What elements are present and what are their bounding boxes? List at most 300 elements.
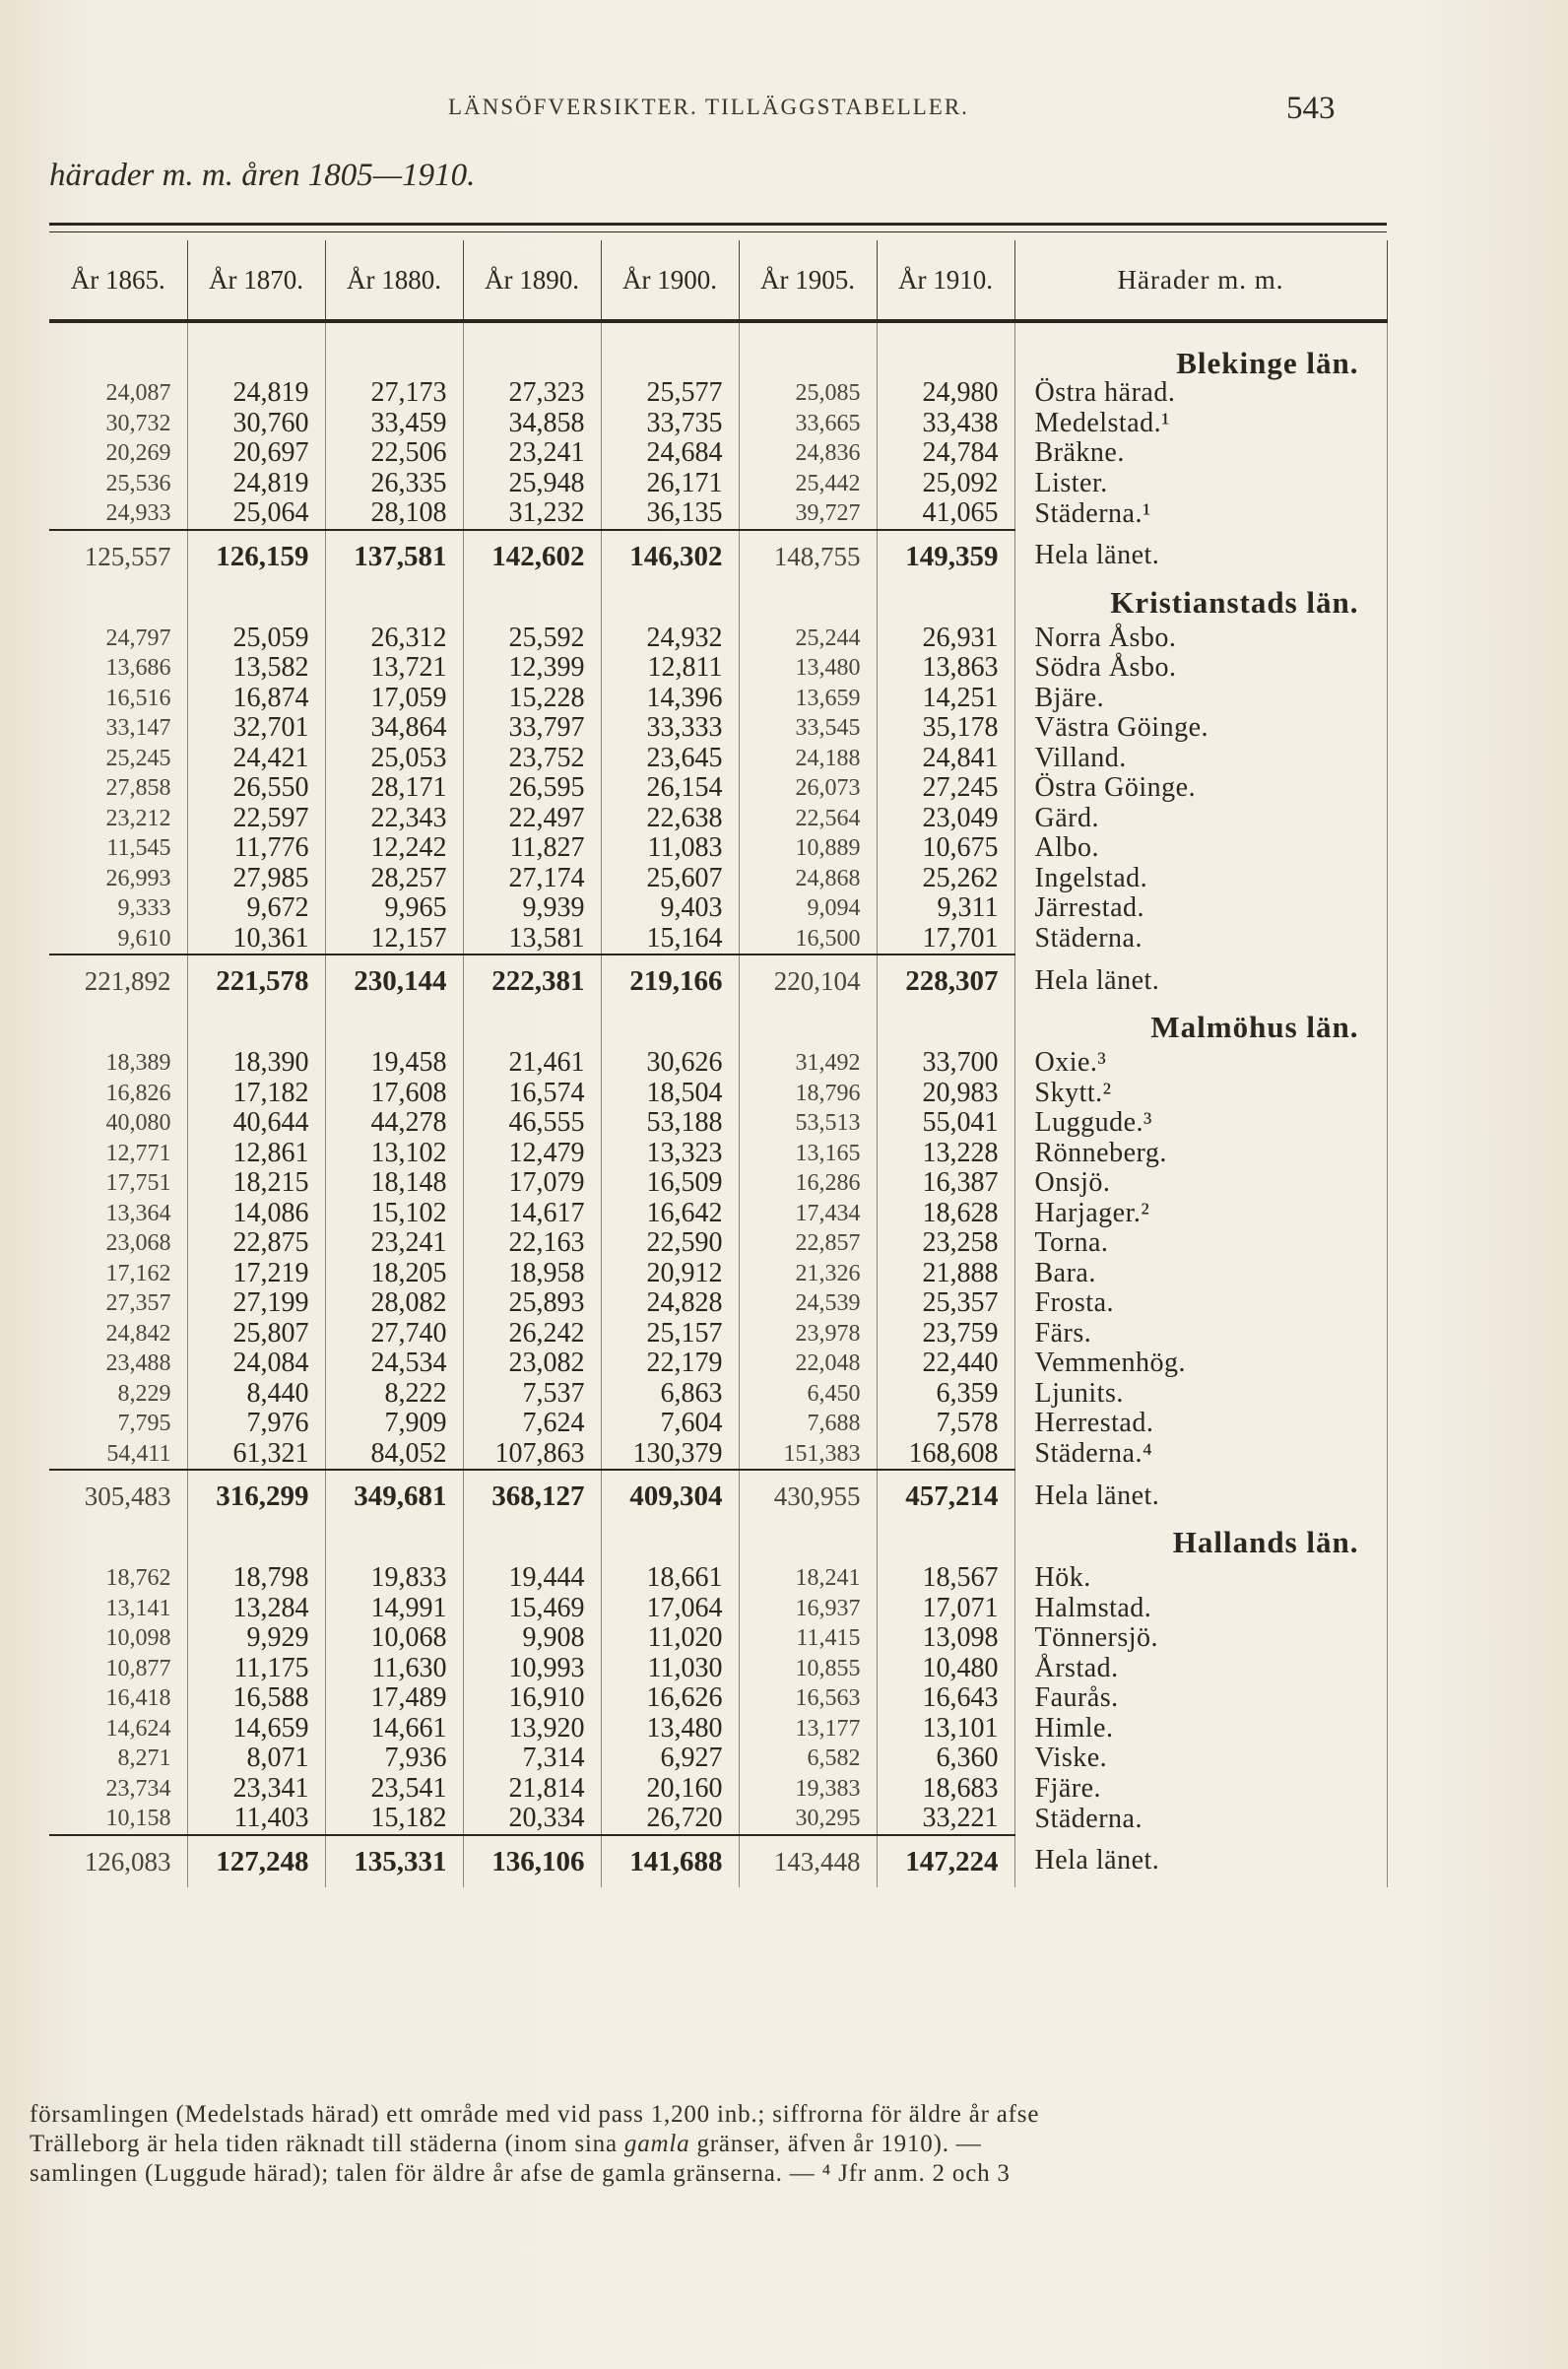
population-cell: 84,052 bbox=[325, 1439, 463, 1471]
total-cell: 220,104 bbox=[739, 954, 877, 1007]
population-cell: 39,727 bbox=[739, 498, 877, 530]
population-cell: 10,889 bbox=[739, 833, 877, 864]
table-row bbox=[49, 1199, 1387, 1229]
population-cell: 14,661 bbox=[325, 1714, 463, 1744]
population-cell: 6,863 bbox=[601, 1379, 739, 1410]
county-header-row bbox=[49, 582, 1387, 624]
empty-cell bbox=[877, 1007, 1014, 1048]
population-cell: 26,931 bbox=[877, 624, 1014, 654]
total-cell: 125,557 bbox=[49, 530, 187, 582]
population-cell: 20,269 bbox=[49, 438, 187, 469]
table-row bbox=[49, 498, 1387, 530]
population-cell: 13,721 bbox=[325, 653, 463, 684]
population-cell: 23,541 bbox=[325, 1774, 463, 1805]
table-row bbox=[49, 1108, 1387, 1139]
table-row bbox=[49, 624, 1387, 654]
population-cell: 18,798 bbox=[187, 1563, 325, 1594]
total-cell: 126,083 bbox=[49, 1835, 187, 1887]
table-row bbox=[49, 1288, 1387, 1319]
population-cell: 11,630 bbox=[325, 1654, 463, 1684]
population-cell: 6,360 bbox=[877, 1744, 1014, 1774]
district-name: Viske. bbox=[1014, 1744, 1387, 1774]
total-cell: 430,955 bbox=[739, 1470, 877, 1522]
population-cell: 24,539 bbox=[739, 1288, 877, 1319]
population-cell: 27,985 bbox=[187, 864, 325, 894]
population-cell: 25,059 bbox=[187, 624, 325, 654]
page-number: 543 bbox=[1286, 91, 1336, 126]
population-cell: 9,403 bbox=[601, 893, 739, 924]
empty-cell bbox=[325, 1007, 463, 1048]
district-name: Luggude.³ bbox=[1014, 1108, 1387, 1139]
population-cell: 21,461 bbox=[463, 1048, 601, 1079]
table-row bbox=[49, 1079, 1387, 1109]
total-cell: 349,681 bbox=[325, 1470, 463, 1522]
running-head-title: LÄNSÖFVERSIKTER. TILLÄGGSTABELLER. bbox=[448, 95, 969, 119]
district-name: Frosta. bbox=[1014, 1288, 1387, 1319]
total-cell: 149,359 bbox=[877, 530, 1014, 582]
population-cell: 17,701 bbox=[877, 924, 1014, 955]
population-cell: 6,582 bbox=[739, 1744, 877, 1774]
population-cell: 22,857 bbox=[739, 1228, 877, 1259]
population-cell: 13,686 bbox=[49, 653, 187, 684]
population-cell: 17,079 bbox=[463, 1168, 601, 1199]
empty-cell bbox=[601, 582, 739, 624]
population-cell: 22,506 bbox=[325, 438, 463, 469]
footnote-line-3: samlingen (Luggude härad); talen för äldre år afse de gamla gränserna. — ⁴ Jfr anm. 2 och 3 bbox=[30, 2160, 1011, 2187]
population-cell: 9,311 bbox=[877, 893, 1014, 924]
population-cell: 30,732 bbox=[49, 409, 187, 439]
population-cell: 41,065 bbox=[877, 498, 1014, 530]
table-row bbox=[49, 1139, 1387, 1169]
population-cell: 11,175 bbox=[187, 1654, 325, 1684]
total-label: Hela länet. bbox=[1014, 530, 1387, 582]
population-cell: 13,165 bbox=[739, 1139, 877, 1169]
total-cell: 127,248 bbox=[187, 1835, 325, 1887]
population-cell: 11,827 bbox=[463, 833, 601, 864]
population-cell: 27,174 bbox=[463, 864, 601, 894]
population-cell: 24,684 bbox=[601, 438, 739, 469]
population-cell: 7,688 bbox=[739, 1409, 877, 1439]
population-cell: 21,888 bbox=[877, 1259, 1014, 1289]
population-cell: 7,624 bbox=[463, 1409, 601, 1439]
population-cell: 27,323 bbox=[463, 378, 601, 409]
population-cell: 16,500 bbox=[739, 924, 877, 955]
population-cell: 25,577 bbox=[601, 378, 739, 409]
county-header-row bbox=[49, 1007, 1387, 1048]
population-cell: 30,760 bbox=[187, 409, 325, 439]
population-cell: 40,644 bbox=[187, 1108, 325, 1139]
population-cell: 17,434 bbox=[739, 1199, 877, 1229]
population-cell: 24,188 bbox=[739, 744, 877, 774]
population-cell: 19,833 bbox=[325, 1563, 463, 1594]
total-label: Hela länet. bbox=[1014, 1470, 1387, 1522]
district-name: Lister. bbox=[1014, 469, 1387, 499]
population-cell: 13,659 bbox=[739, 684, 877, 714]
population-cell: 16,626 bbox=[601, 1683, 739, 1714]
district-name: Harjager.² bbox=[1014, 1199, 1387, 1229]
total-cell: 409,304 bbox=[601, 1470, 739, 1522]
population-cell: 18,205 bbox=[325, 1259, 463, 1289]
population-cell: 13,364 bbox=[49, 1199, 187, 1229]
population-cell: 7,537 bbox=[463, 1379, 601, 1410]
population-cell: 13,101 bbox=[877, 1714, 1014, 1744]
population-cell: 22,497 bbox=[463, 804, 601, 834]
population-cell: 20,697 bbox=[187, 438, 325, 469]
population-cell: 130,379 bbox=[601, 1439, 739, 1471]
population-cell: 33,221 bbox=[877, 1804, 1014, 1835]
empty-cell bbox=[463, 1007, 601, 1048]
empty-cell bbox=[49, 1007, 187, 1048]
population-cell: 17,064 bbox=[601, 1594, 739, 1624]
population-cell: 24,534 bbox=[325, 1349, 463, 1379]
population-cell: 24,784 bbox=[877, 438, 1014, 469]
district-name: Färs. bbox=[1014, 1319, 1387, 1349]
total-label: Hela länet. bbox=[1014, 1835, 1387, 1887]
population-cell: 168,608 bbox=[877, 1439, 1014, 1471]
population-cell: 11,415 bbox=[739, 1623, 877, 1654]
table-row bbox=[49, 1654, 1387, 1684]
district-name: Herrestad. bbox=[1014, 1409, 1387, 1439]
population-cell: 25,053 bbox=[325, 744, 463, 774]
population-cell: 24,932 bbox=[601, 624, 739, 654]
district-name: Skytt.² bbox=[1014, 1079, 1387, 1109]
district-name: Järrestad. bbox=[1014, 893, 1387, 924]
population-cell: 8,071 bbox=[187, 1744, 325, 1774]
population-cell: 18,390 bbox=[187, 1048, 325, 1079]
population-cell: 22,343 bbox=[325, 804, 463, 834]
population-cell: 18,241 bbox=[739, 1563, 877, 1594]
column-header-year: År 1870. bbox=[187, 240, 325, 321]
population-cell: 23,978 bbox=[739, 1319, 877, 1349]
population-cell: 20,160 bbox=[601, 1774, 739, 1805]
population-cell: 9,610 bbox=[49, 924, 187, 955]
table-row bbox=[49, 1744, 1387, 1774]
district-name: Vemmenhög. bbox=[1014, 1349, 1387, 1379]
district-name: Gärd. bbox=[1014, 804, 1387, 834]
population-cell: 19,444 bbox=[463, 1563, 601, 1594]
population-table bbox=[49, 240, 1388, 1887]
population-cell: 21,326 bbox=[739, 1259, 877, 1289]
population-cell: 25,442 bbox=[739, 469, 877, 499]
table-row bbox=[49, 1048, 1387, 1079]
population-cell: 25,085 bbox=[739, 378, 877, 409]
district-name: Städerna.⁴ bbox=[1014, 1439, 1387, 1471]
population-cell: 6,927 bbox=[601, 1744, 739, 1774]
table-row bbox=[49, 1683, 1387, 1714]
total-cell: 222,381 bbox=[463, 954, 601, 1007]
empty-cell bbox=[187, 582, 325, 624]
population-cell: 40,080 bbox=[49, 1108, 187, 1139]
population-cell: 16,642 bbox=[601, 1199, 739, 1229]
population-cell: 34,864 bbox=[325, 713, 463, 744]
population-cell: 12,771 bbox=[49, 1139, 187, 1169]
empty-cell bbox=[325, 1522, 463, 1563]
population-cell: 23,734 bbox=[49, 1774, 187, 1805]
population-cell: 107,863 bbox=[463, 1439, 601, 1471]
population-cell: 10,877 bbox=[49, 1654, 187, 1684]
county-name: Kristianstads län. bbox=[1014, 582, 1387, 624]
total-cell: 221,578 bbox=[187, 954, 325, 1007]
district-name: Bjäre. bbox=[1014, 684, 1387, 714]
population-cell: 16,563 bbox=[739, 1683, 877, 1714]
population-cell: 33,797 bbox=[463, 713, 601, 744]
population-cell: 23,341 bbox=[187, 1774, 325, 1805]
population-cell: 30,295 bbox=[739, 1804, 877, 1835]
population-cell: 14,624 bbox=[49, 1714, 187, 1744]
population-cell: 19,383 bbox=[739, 1774, 877, 1805]
population-cell: 13,480 bbox=[601, 1714, 739, 1744]
population-cell: 26,073 bbox=[739, 773, 877, 804]
table-row bbox=[49, 864, 1387, 894]
running-head bbox=[0, 91, 1568, 130]
population-cell: 17,059 bbox=[325, 684, 463, 714]
population-cell: 12,479 bbox=[463, 1139, 601, 1169]
empty-cell bbox=[463, 582, 601, 624]
population-cell: 17,751 bbox=[49, 1168, 187, 1199]
empty-cell bbox=[739, 321, 877, 378]
total-cell: 148,755 bbox=[739, 530, 877, 582]
population-cell: 17,071 bbox=[877, 1594, 1014, 1624]
district-name: Västra Göinge. bbox=[1014, 713, 1387, 744]
population-cell: 24,819 bbox=[187, 378, 325, 409]
district-name: Östra härad. bbox=[1014, 378, 1387, 409]
population-cell: 24,087 bbox=[49, 378, 187, 409]
population-cell: 18,215 bbox=[187, 1168, 325, 1199]
population-cell: 14,617 bbox=[463, 1199, 601, 1229]
district-name: Himle. bbox=[1014, 1714, 1387, 1744]
population-cell: 27,740 bbox=[325, 1319, 463, 1349]
column-header-district: Härader m. m. bbox=[1014, 240, 1387, 321]
district-name: Tönnersjö. bbox=[1014, 1623, 1387, 1654]
population-cell: 23,488 bbox=[49, 1349, 187, 1379]
table-row bbox=[49, 924, 1387, 955]
population-cell: 8,440 bbox=[187, 1379, 325, 1410]
district-name: Torna. bbox=[1014, 1228, 1387, 1259]
population-cell: 44,278 bbox=[325, 1108, 463, 1139]
population-cell: 13,284 bbox=[187, 1594, 325, 1624]
population-cell: 27,245 bbox=[877, 773, 1014, 804]
district-name: Årstad. bbox=[1014, 1654, 1387, 1684]
column-header-year: År 1880. bbox=[325, 240, 463, 321]
population-cell: 14,396 bbox=[601, 684, 739, 714]
population-cell: 26,242 bbox=[463, 1319, 601, 1349]
population-cell: 15,102 bbox=[325, 1199, 463, 1229]
population-cell: 22,597 bbox=[187, 804, 325, 834]
footnote-line-2 bbox=[30, 2130, 1389, 2159]
total-cell: 368,127 bbox=[463, 1470, 601, 1522]
population-cell: 24,828 bbox=[601, 1288, 739, 1319]
population-cell: 32,701 bbox=[187, 713, 325, 744]
population-cell: 27,199 bbox=[187, 1288, 325, 1319]
empty-cell bbox=[601, 1007, 739, 1048]
population-cell: 33,665 bbox=[739, 409, 877, 439]
population-cell: 61,321 bbox=[187, 1439, 325, 1471]
population-cell: 16,516 bbox=[49, 684, 187, 714]
population-cell: 10,158 bbox=[49, 1804, 187, 1835]
population-cell: 28,082 bbox=[325, 1288, 463, 1319]
population-cell: 25,536 bbox=[49, 469, 187, 499]
empty-cell bbox=[463, 321, 601, 378]
table-row bbox=[49, 1259, 1387, 1289]
population-cell: 24,868 bbox=[739, 864, 877, 894]
population-cell: 7,795 bbox=[49, 1409, 187, 1439]
column-header-year: År 1905. bbox=[739, 240, 877, 321]
population-cell: 22,179 bbox=[601, 1349, 739, 1379]
population-cell: 22,048 bbox=[739, 1349, 877, 1379]
population-cell: 17,489 bbox=[325, 1683, 463, 1714]
empty-cell bbox=[49, 582, 187, 624]
population-cell: 14,086 bbox=[187, 1199, 325, 1229]
total-row bbox=[49, 1470, 1387, 1522]
total-cell: 228,307 bbox=[877, 954, 1014, 1007]
table-row bbox=[49, 438, 1387, 469]
population-cell: 46,555 bbox=[463, 1108, 601, 1139]
total-cell: 137,581 bbox=[325, 530, 463, 582]
population-cell: 28,171 bbox=[325, 773, 463, 804]
population-cell: 30,626 bbox=[601, 1048, 739, 1079]
population-cell: 15,182 bbox=[325, 1804, 463, 1835]
top-rule-thin bbox=[49, 231, 1387, 232]
table-row bbox=[49, 773, 1387, 804]
empty-cell bbox=[601, 321, 739, 378]
population-cell: 24,841 bbox=[877, 744, 1014, 774]
population-cell: 22,638 bbox=[601, 804, 739, 834]
population-cell: 8,271 bbox=[49, 1744, 187, 1774]
empty-cell bbox=[325, 321, 463, 378]
population-cell: 11,020 bbox=[601, 1623, 739, 1654]
population-cell: 13,582 bbox=[187, 653, 325, 684]
population-cell: 23,068 bbox=[49, 1228, 187, 1259]
population-cell: 16,874 bbox=[187, 684, 325, 714]
population-cell: 24,819 bbox=[187, 469, 325, 499]
table-row bbox=[49, 804, 1387, 834]
population-cell: 13,102 bbox=[325, 1139, 463, 1169]
population-cell: 23,752 bbox=[463, 744, 601, 774]
population-cell: 25,262 bbox=[877, 864, 1014, 894]
population-cell: 22,163 bbox=[463, 1228, 601, 1259]
population-cell: 26,595 bbox=[463, 773, 601, 804]
population-cell: 23,212 bbox=[49, 804, 187, 834]
district-name: Östra Göinge. bbox=[1014, 773, 1387, 804]
population-cell: 6,450 bbox=[739, 1379, 877, 1410]
population-cell: 24,980 bbox=[877, 378, 1014, 409]
population-cell: 20,983 bbox=[877, 1079, 1014, 1109]
empty-cell bbox=[463, 1522, 601, 1563]
population-cell: 34,858 bbox=[463, 409, 601, 439]
population-cell: 13,480 bbox=[739, 653, 877, 684]
population-cell: 8,222 bbox=[325, 1379, 463, 1410]
district-name: Städerna. bbox=[1014, 924, 1387, 955]
district-name: Medelstad.¹ bbox=[1014, 409, 1387, 439]
population-cell: 24,797 bbox=[49, 624, 187, 654]
population-cell: 35,178 bbox=[877, 713, 1014, 744]
table-row bbox=[49, 1379, 1387, 1410]
table-row bbox=[49, 684, 1387, 714]
table-row bbox=[49, 1409, 1387, 1439]
total-cell: 219,166 bbox=[601, 954, 739, 1007]
table-row bbox=[49, 1714, 1387, 1744]
population-cell: 14,659 bbox=[187, 1714, 325, 1744]
total-cell: 141,688 bbox=[601, 1835, 739, 1887]
population-cell: 11,403 bbox=[187, 1804, 325, 1835]
population-cell: 25,893 bbox=[463, 1288, 601, 1319]
table-row bbox=[49, 1594, 1387, 1624]
population-cell: 18,958 bbox=[463, 1259, 601, 1289]
footnote-line-2-part-a: Trälleborg är hela tiden räknadt till städerna (inom sina bbox=[30, 2131, 624, 2157]
county-name: Malmöhus län. bbox=[1014, 1007, 1387, 1048]
population-cell: 8,229 bbox=[49, 1379, 187, 1410]
population-cell: 7,578 bbox=[877, 1409, 1014, 1439]
population-cell: 26,720 bbox=[601, 1804, 739, 1835]
empty-cell bbox=[877, 582, 1014, 624]
population-cell: 17,219 bbox=[187, 1259, 325, 1289]
population-cell: 9,094 bbox=[739, 893, 877, 924]
population-cell: 12,242 bbox=[325, 833, 463, 864]
population-cell: 26,550 bbox=[187, 773, 325, 804]
population-cell: 27,173 bbox=[325, 378, 463, 409]
county-header-row bbox=[49, 1522, 1387, 1563]
population-cell: 24,084 bbox=[187, 1349, 325, 1379]
empty-cell bbox=[49, 1522, 187, 1563]
total-cell: 305,483 bbox=[49, 1470, 187, 1522]
district-name: Ingelstad. bbox=[1014, 864, 1387, 894]
population-cell: 10,675 bbox=[877, 833, 1014, 864]
population-cell: 16,588 bbox=[187, 1683, 325, 1714]
empty-cell bbox=[601, 1522, 739, 1563]
population-cell: 33,735 bbox=[601, 409, 739, 439]
population-cell: 7,936 bbox=[325, 1744, 463, 1774]
total-row bbox=[49, 954, 1387, 1007]
empty-cell bbox=[187, 1007, 325, 1048]
population-cell: 12,811 bbox=[601, 653, 739, 684]
population-cell: 28,257 bbox=[325, 864, 463, 894]
population-cell: 14,991 bbox=[325, 1594, 463, 1624]
footnote-line-1: församlingen (Medelstads härad) ett område med vid pass 1,200 inb.; siffrorna för äldre år afse bbox=[30, 2101, 1040, 2128]
population-cell: 23,082 bbox=[463, 1349, 601, 1379]
population-cell: 23,258 bbox=[877, 1228, 1014, 1259]
population-cell: 31,492 bbox=[739, 1048, 877, 1079]
district-name: Halmstad. bbox=[1014, 1594, 1387, 1624]
population-cell: 16,937 bbox=[739, 1594, 877, 1624]
population-cell: 33,333 bbox=[601, 713, 739, 744]
population-cell: 13,863 bbox=[877, 653, 1014, 684]
total-row bbox=[49, 530, 1387, 582]
population-cell: 10,068 bbox=[325, 1623, 463, 1654]
population-cell: 33,545 bbox=[739, 713, 877, 744]
population-cell: 25,244 bbox=[739, 624, 877, 654]
population-cell: 28,108 bbox=[325, 498, 463, 530]
population-cell: 16,826 bbox=[49, 1079, 187, 1109]
population-cell: 18,796 bbox=[739, 1079, 877, 1109]
population-cell: 14,251 bbox=[877, 684, 1014, 714]
population-cell: 6,359 bbox=[877, 1379, 1014, 1410]
population-cell: 17,162 bbox=[49, 1259, 187, 1289]
population-cell: 27,357 bbox=[49, 1288, 187, 1319]
population-cell: 22,875 bbox=[187, 1228, 325, 1259]
population-cell: 26,335 bbox=[325, 469, 463, 499]
population-cell: 27,858 bbox=[49, 773, 187, 804]
empty-cell bbox=[49, 321, 187, 378]
population-cell: 13,920 bbox=[463, 1714, 601, 1744]
population-cell: 13,228 bbox=[877, 1139, 1014, 1169]
total-cell: 135,331 bbox=[325, 1835, 463, 1887]
population-cell: 9,965 bbox=[325, 893, 463, 924]
total-cell: 146,302 bbox=[601, 530, 739, 582]
population-cell: 23,241 bbox=[463, 438, 601, 469]
column-header-year: År 1890. bbox=[463, 240, 601, 321]
population-cell: 25,357 bbox=[877, 1288, 1014, 1319]
population-cell: 16,387 bbox=[877, 1168, 1014, 1199]
